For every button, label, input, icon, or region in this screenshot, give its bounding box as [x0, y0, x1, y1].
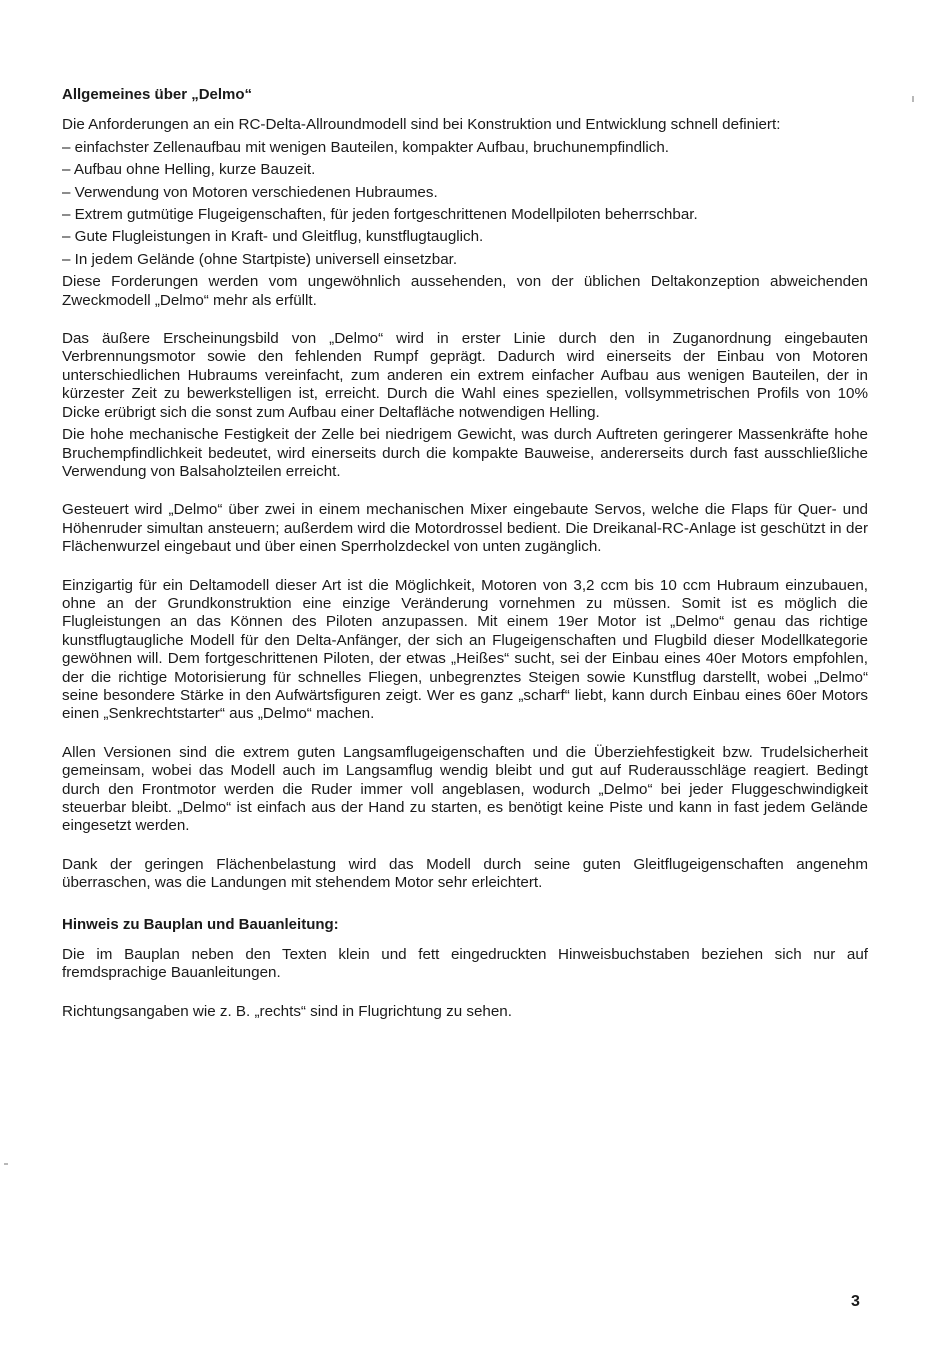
- scan-speck: [912, 96, 914, 102]
- body-paragraph-control: Gesteuert wird „Delmo“ über zwei in einem mechanischen Mixer eingebaute Servos, welche die Flaps für Quer- und Höhenruder simultan ansteuern; außerdem wird die Motordrossel bedient. Die Dreikanal-RC-Anlage ist geschützt in der Flächenwurzel eingebaut und über einen Sperrholzdeckel von unten zugänglich.: [62, 501, 868, 556]
- document-body: [62, 86, 868, 1021]
- body-paragraph-engines: Einzigartig für ein Deltamodell dieser Art ist die Möglichkeit, Motoren von 3,2 ccm bis 10 ccm Hubraum einzubauen, ohne an der Grundkonstruktion eine einzige Veränderung vornehmen zu müssen. Somit ist es möglich die Flugleistungen an das Können des Piloten anzupassen. Mit einem 19er Motor ist „Delmo“ genau das richtige kunstflugtaugliche Modell für den Delta-Anfänger, der sich an Flugeigenschaften und Flugbild dieser Modellkategorie gewöhnen will. Dem fortgeschrittenen Piloten, der etwas „Heißes“ sucht, sei der Einbau eines 40er Motors empfohlen, der die richtige Motorisierung für schnelles Fliegen, unbegrenztes Steigen sowie Kunstflug darstellt, wobei „Delmo“ seine besondere Stärke in den Aufwärtsfiguren zeigt. Wer es ganz „scharf“ liebt, kann durch Einbau eines 60er Motors einen „Senkrechtstarter“ aus „Delmo“ machen.: [62, 576, 868, 723]
- requirement-item: – Extrem gutmütige Flugeigenschaften, für jeden fortgeschrittenen Modellpiloten beherrschbar.: [62, 206, 698, 224]
- intro-paragraph: Die Anforderungen an ein RC-Delta-Allroundmodell sind bei Konstruktion und Entwicklung schnell definiert:: [62, 116, 781, 134]
- body-paragraph-slow-flight: Allen Versionen sind die extrem guten Langsamflugeigenschaften und die Überziehfestigkeit bzw. Trudelsicherheit gemeinsam, wobei das Modell auch im Langsamflug wendig bleibt und gut auf Ruderausschläge reagiert. Bedingt durch den Frontmotor werden die Ruder immer voll angeblasen, wodurch „Delmo“ bei jeder Fluggeschwindigkeit steuerbar bleibt. „Delmo“ ist einfach aus der Hand zu starten, es benötigt keine Piste und kann in fast jedem Gelände eingesetzt werden.: [62, 743, 868, 835]
- requirement-item: – Gute Flugleistungen in Kraft- und Gleitflug, kunstflugtauglich.: [62, 228, 484, 246]
- scan-speck: [4, 1163, 8, 1165]
- hint-paragraph-letters: Die im Bauplan neben den Texten klein und fett eingedruckten Hinweisbuchstaben beziehen sich nur auf fremdsprachige Bauanleitungen.: [62, 946, 868, 982]
- section-heading-hint: Hinweis zu Bauplan und Bauanleitung:: [62, 915, 339, 933]
- page-number: 3: [851, 1293, 860, 1310]
- requirement-item: – In jedem Gelände (ohne Startpiste) universell einsetzbar.: [62, 250, 458, 268]
- body-paragraph-strength: Die hohe mechanische Festigkeit der Zelle bei niedrigem Gewicht, was durch Auftreten geringerer Massenkräfte hohe Bruchempfindlichkeit bedeutet, wird einerseits durch die kompakte Bauweise, andererseits durch fast ausschließliche Verwendung von Balsaholzteilen erreicht.: [62, 426, 868, 480]
- requirement-item: – Verwendung von Motoren verschiedenen Hubraumes.: [62, 183, 438, 201]
- requirements-summary: Diese Forderungen werden vom ungewöhnlich aussehenden, von der üblichen Deltakonzeption abweichenden Zweckmodell „Delmo“ mehr als erfüllt.: [62, 273, 868, 309]
- body-paragraph-appearance: Das äußere Erscheinungsbild von „Delmo“ wird in erster Linie durch den in Zuganordnung eingebauten Verbrennungsmotor sowie den fehlenden Rumpf geprägt. Dadurch wird einerseits der Einbau von Motoren unterschiedlichen Hubraums vereinfacht, zum anderen ein extrem einfacher Aufbau aus wenigen Bauteilen, der in kürzester Zeit zu bewerkstelligen ist, erreicht. Durch die Wahl eines speziellen, vollsymmetrischen Profils von 10% Dicke erübrigt sich die sonst zum Aufbau einer Deltafläche notwendigen Helling.: [62, 330, 868, 421]
- hint-paragraph-directions: Richtungsangaben wie z. B. „rechts“ sind in Flugrichtung zu sehen.: [62, 1002, 512, 1020]
- body-paragraph-gliding: Dank der geringen Flächenbelastung wird das Modell durch seine guten Gleitflugeigenschaften angenehm überraschen, was die Landungen mit stehendem Motor sehr erleichtert.: [62, 855, 868, 892]
- requirement-item: – Aufbau ohne Helling, kurze Bauzeit.: [62, 161, 316, 179]
- requirements-list: [62, 139, 868, 269]
- section-heading-general: Allgemeines über „Delmo“: [62, 86, 253, 103]
- requirement-item: – einfachster Zellenaufbau mit wenigen Bauteilen, kompakter Aufbau, bruchunempfindlich.: [62, 138, 670, 156]
